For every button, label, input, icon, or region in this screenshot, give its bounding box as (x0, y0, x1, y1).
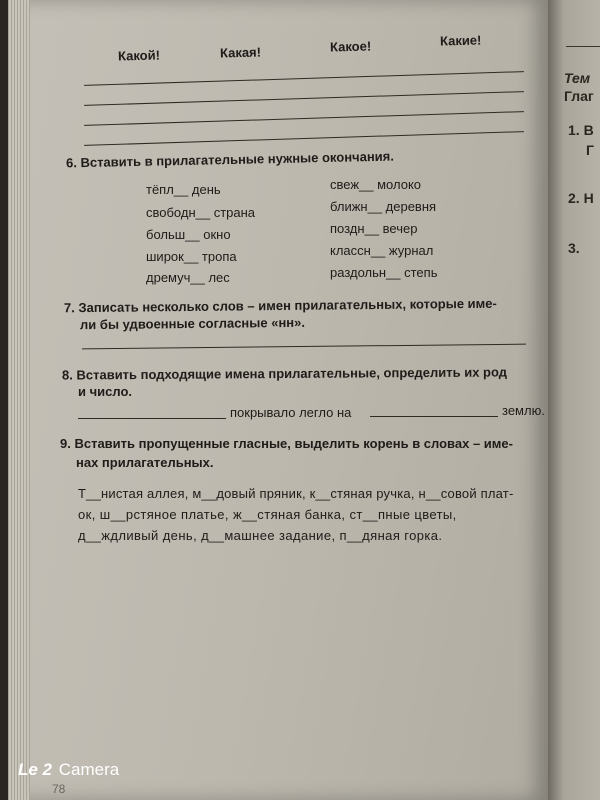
header-word-3: Какое! (329, 38, 372, 55)
task6-left-3: больш__ окно (146, 227, 231, 242)
fill-blank (370, 416, 498, 417)
workbook-page (8, 0, 548, 800)
task6-left-5: дремуч__ лес (146, 270, 230, 285)
camera-watermark (18, 760, 119, 780)
right-page-line (566, 46, 600, 47)
task7-line1: 7. Записать несколько слов – имен прилагательных, которые име- (63, 295, 497, 316)
task8-fill-mid: покрывало легло на (230, 405, 352, 420)
task8-line1: 8. Вставить подходящие имена прилагательные, определить их род (61, 364, 508, 383)
task9-paragraph-2: ок, ш__рстяное платье, ж__стяная банка, ст__пные цветы, (78, 507, 457, 522)
answer-line (84, 71, 524, 86)
task6-right-4: классн__ журнал (330, 243, 434, 258)
right-page-text: Г (586, 142, 594, 158)
task6-right-5: раздольн__ степь (330, 265, 438, 280)
right-page-text: 2. Н (568, 190, 594, 206)
camera-label: Camera (58, 760, 120, 779)
header-word-4: Какие! (439, 32, 482, 49)
task8-fill-end: землю. (502, 403, 545, 418)
task6-right-3: поздн__ вечер (330, 221, 418, 236)
task6-right-2: ближн__ деревня (330, 199, 437, 214)
header-word-2: Какая! (219, 44, 262, 61)
task6-left-4: широк__ тропа (146, 249, 237, 264)
fill-blank (78, 418, 226, 419)
task8-line2: и число. (78, 384, 133, 399)
answer-line (84, 91, 524, 106)
task9-line2: нах прилагательных. (76, 455, 214, 470)
task6-left-1: тёпл__ день (146, 182, 221, 197)
task9-line1: 9. Вставить пропущенные гласные, выделить корень в словах – име- (60, 436, 513, 451)
task9-paragraph-1: Т__нистая аллея, м__довый пряник, к__стяная ручка, н__совой плат- (78, 486, 514, 501)
right-page-text: 3. (568, 240, 580, 256)
page-number: 78 (52, 782, 66, 796)
task9-paragraph-3: д__ждливый день, д__машнее задание, п__дяная горка. (78, 528, 443, 543)
right-page-text: 1. В (568, 122, 594, 138)
right-page-text: Глаг (564, 88, 594, 104)
answer-line (84, 131, 524, 146)
task6-left-2: свободн__ страна (146, 205, 256, 220)
task6-right-1: свеж__ молоко (330, 177, 422, 192)
answer-line (84, 111, 524, 126)
right-page-fragment (548, 0, 600, 800)
answer-line (82, 344, 526, 350)
camera-logo: Le 2 (18, 760, 53, 779)
right-page-text: Тем (564, 70, 591, 86)
task6-title: 6. Вставить в прилагательные нужные окончания. (65, 148, 395, 171)
header-word-1: Какой! (117, 47, 161, 64)
task7-line2: ли бы удвоенные согласные «нн». (79, 314, 306, 333)
page-edge (8, 0, 30, 800)
